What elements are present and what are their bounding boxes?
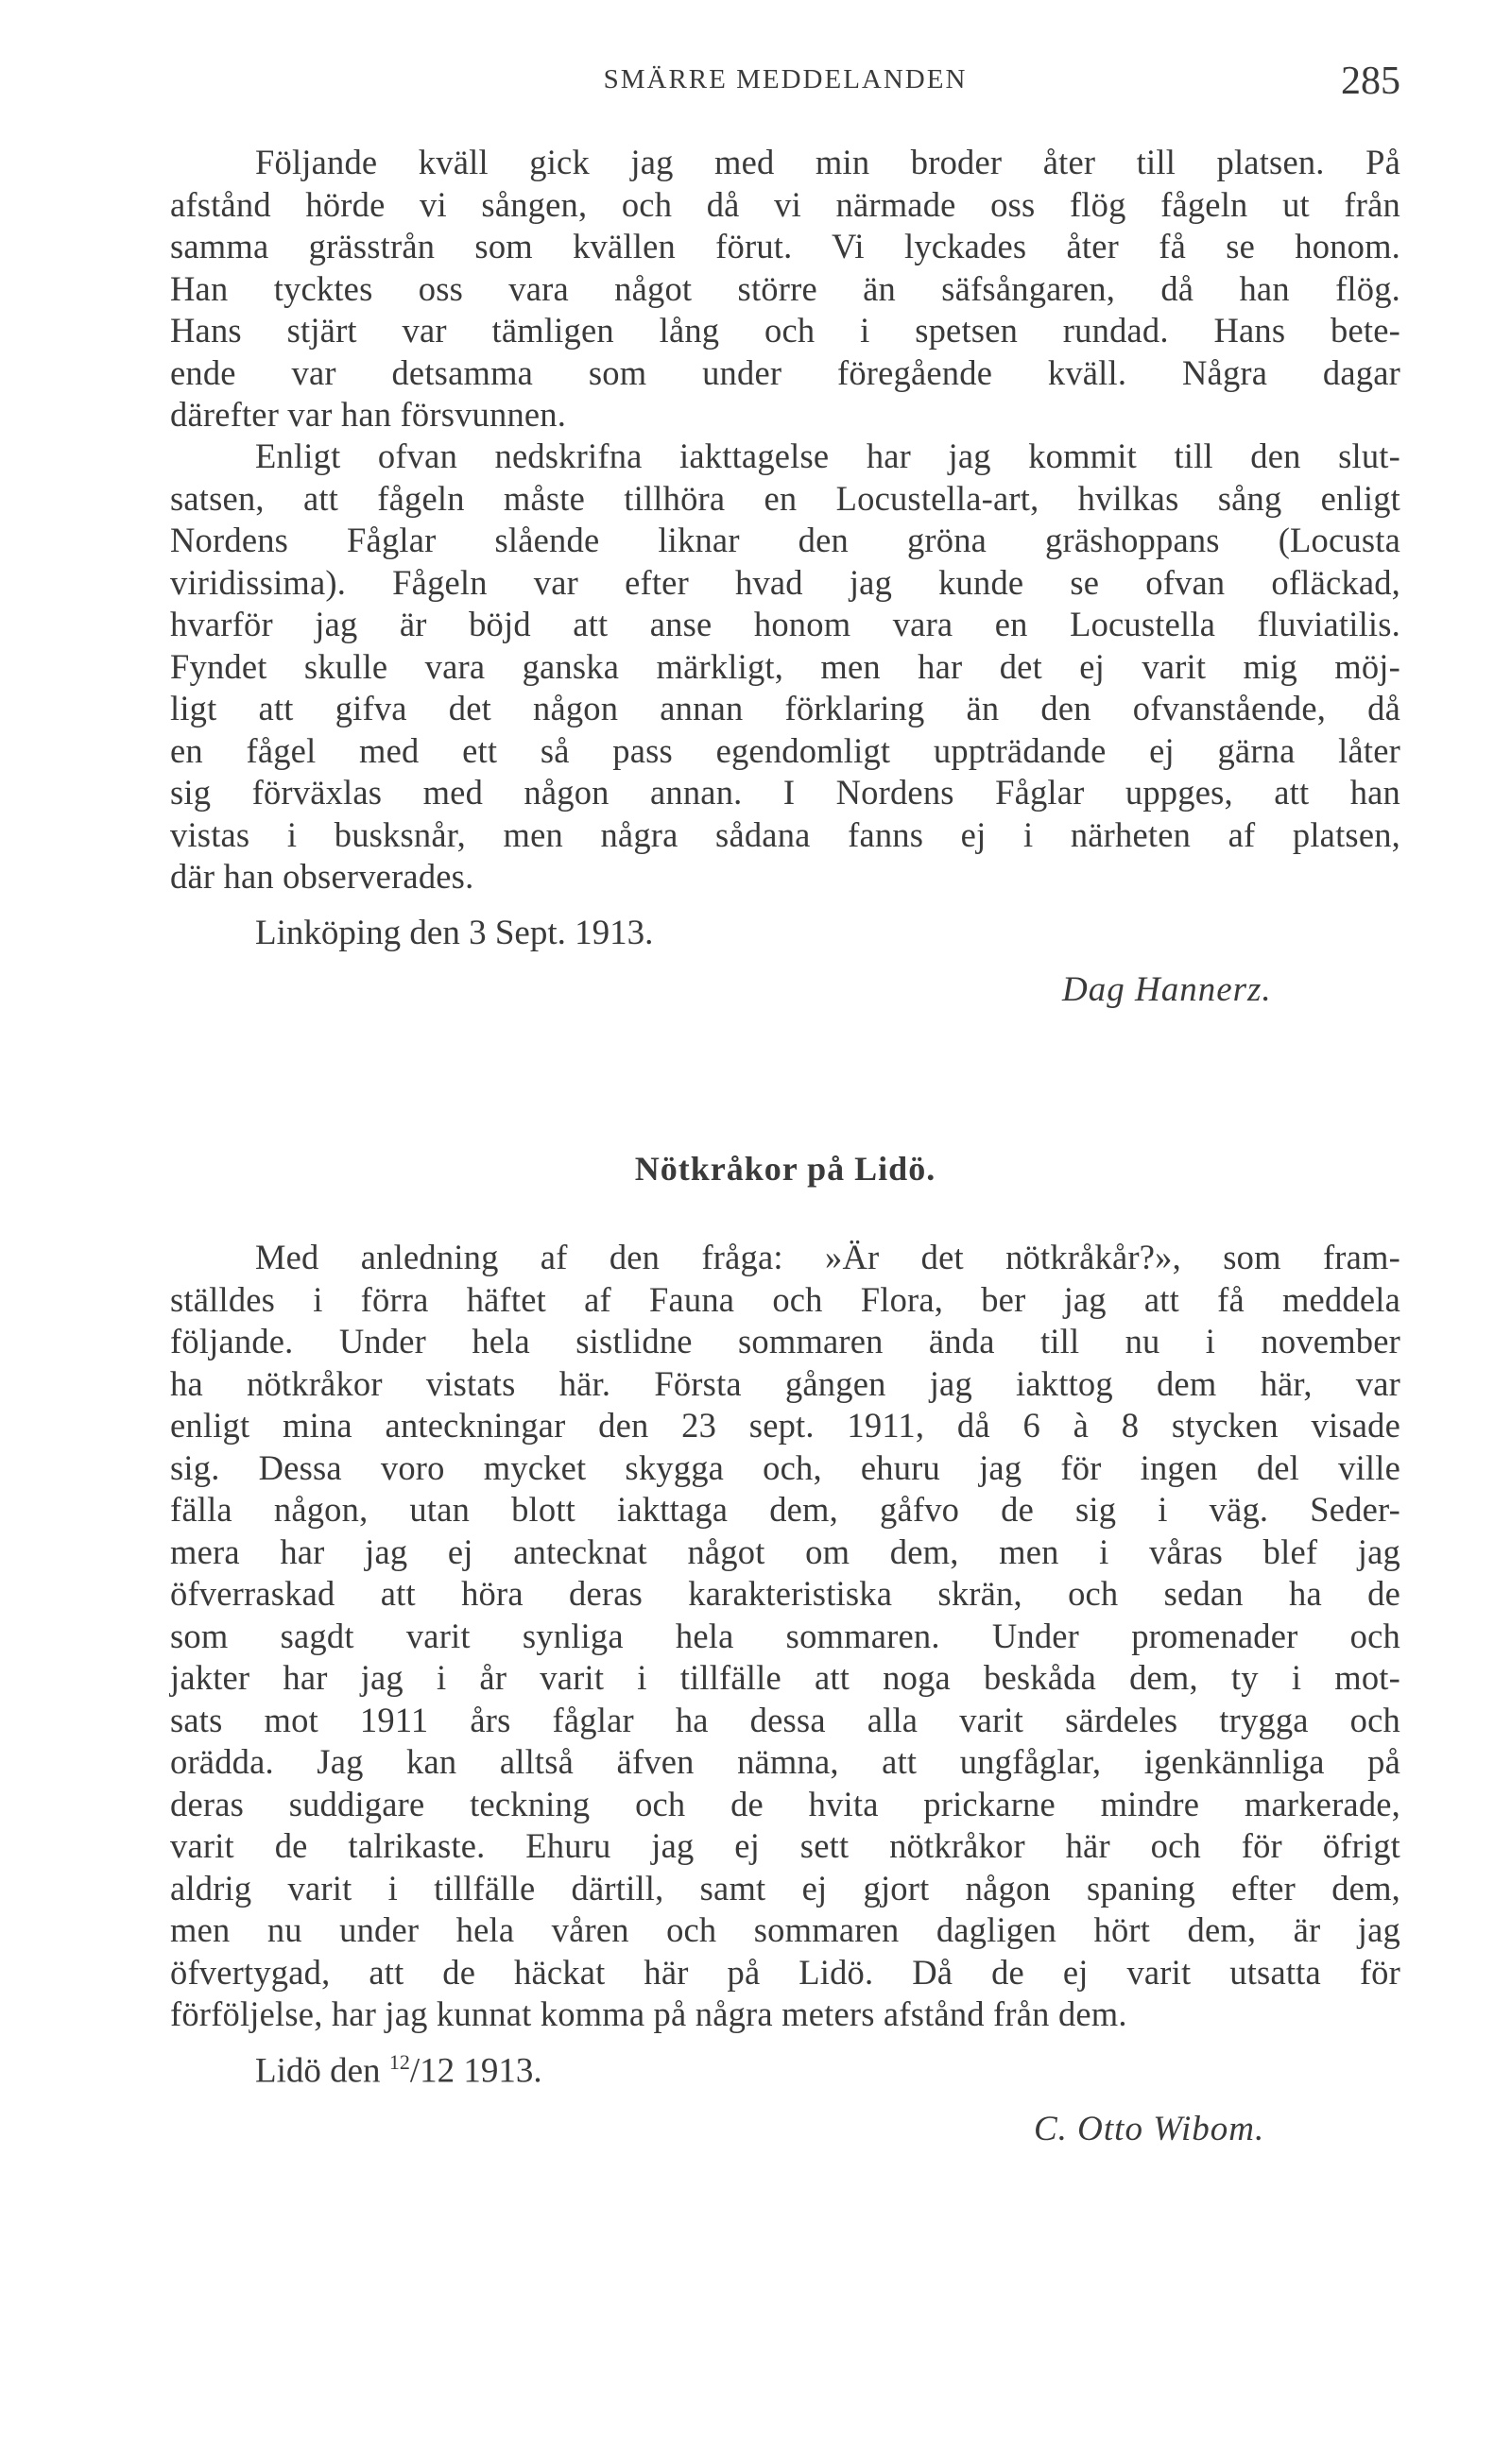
text-line: hvarför jag är böjd att anse honom vara en Locustella fluviatilis. — [170, 605, 1400, 643]
page-number: 285 — [1341, 60, 1400, 103]
text-line: ställdes i förra häftet af Fauna och Flora, ber jag att få meddela — [170, 1279, 1400, 1319]
text-line: ha nötkråkor vistats här. Första gången jag iakttog dem här, var — [170, 1363, 1400, 1403]
text-line: sats mot 1911 års fåglar ha dessa alla varit särdeles trygga och — [170, 1700, 1400, 1739]
text-line: följande. Under hela sistlidne sommaren ända till nu i november — [170, 1322, 1400, 1360]
article1-paragraph1 — [170, 142, 1400, 436]
text-line: öfverraskad att höra deras karakteristiska skrän, och sedan ha de — [170, 1574, 1400, 1613]
text-line: aldrig varit i tillfälle därtill, samt ej gjort någon spaning efter dem, — [170, 1868, 1400, 1908]
text-line: jakter har jag i år varit i tillfälle att noga beskåda dem, ty i mot- — [170, 1658, 1400, 1697]
text-line: deras suddigare teckning och de hvita prickarne mindre markerade, — [170, 1784, 1400, 1823]
text-line: ligt att gifva det någon annan förklaring än den ofvanstående, då — [170, 689, 1400, 727]
text-line: ende var detsamma som under föregående kväll. Några dagar — [170, 352, 1400, 392]
text-line: Fyndet skulle vara ganska märkligt, men har det ej varit mig möj- — [170, 646, 1400, 686]
place-date: Linköping den 3 Sept. 1913. — [255, 914, 654, 952]
text-line: samma grässtrån som kvällen förut. Vi lyckades åter få se honom. — [170, 227, 1400, 265]
article1-paragraph2 — [170, 436, 1400, 898]
running-head — [170, 59, 1400, 115]
text-line: en fågel med ett så pass egendomligt uppträdande ej gärna låter — [170, 730, 1400, 770]
text-line: förföljelse, har jag kunnat komma på några meters afstånd från dem. — [170, 1994, 1127, 2033]
text-line: men nu under hela våren och sommaren dagligen hört dem, är jag — [170, 1910, 1400, 1949]
text-line: viridissima). Fågeln var efter hvad jag kunde se ofvan ofläckad, — [170, 562, 1400, 602]
text-line: satsen, att fågeln måste tillhöra en Locustella-art, hvilkas sång enligt — [170, 478, 1400, 518]
text-line: som sagdt varit synliga hela sommaren. Under promenader och — [170, 1616, 1400, 1655]
text-line: afstånd hörde vi sången, och då vi närmade oss flög fågeln ut från — [170, 184, 1400, 224]
text-line: Följande kväll gick jag med min broder åter till platsen. På — [255, 143, 1400, 181]
place-prefix: Lidö den — [255, 2051, 389, 2091]
article2-paragraph — [170, 1237, 1400, 2036]
author-signature: Dag Hannerz. — [1062, 970, 1272, 1009]
text-line: Nordens Fåglar slående liknar den gröna gräshoppans (Locusta — [170, 521, 1400, 559]
text-line: där han observerades. — [170, 857, 474, 896]
date-rest: /12 1913. — [409, 2051, 542, 2091]
text-line: varit de talrikaste. Ehuru jag ej sett nötkråkor här och för öfrigt — [170, 1826, 1400, 1865]
article-heading: Nötkråkor på Lidö. — [634, 1150, 936, 1188]
date-superscript: 12 — [388, 2050, 410, 2074]
text-line: Hans stjärt var tämligen lång och i spetsen rundad. Hans bete- — [170, 311, 1400, 350]
text-line: enligt mina anteckningar den 23 sept. 1911, då 6 à 8 stycken visade — [170, 1406, 1400, 1445]
text-line: sig. Dessa voro mycket skygga och, ehuru jag för ingen del ville — [170, 1447, 1400, 1487]
place-date-2 — [255, 2050, 542, 2091]
text-line: därefter var han försvunnen. — [170, 395, 567, 434]
running-head-title: SMÄRRE MEDDELANDEN — [603, 64, 968, 94]
text-line: vistas i busksnår, men några sådana fanns ej i närheten af platsen, — [170, 814, 1400, 854]
text-line: Enligt ofvan nedskrifna iakttagelse har jag kommit till den slut- — [255, 436, 1400, 475]
text-line: mera har jag ej antecknat något om dem, men i våras blef jag — [170, 1531, 1400, 1571]
text-line: sig förväxlas med någon annan. I Nordens Fåglar uppges, att han — [170, 773, 1400, 812]
text-line: fälla någon, utan blott iakttaga dem, gåfvo de sig i väg. Seder- — [170, 1490, 1400, 1529]
text-line: Med anledning af den fråga: »Är det nötkråkår?», som fram- — [255, 1238, 1400, 1276]
text-line: öfvertygad, att de häckat här på Lidö. Då de ej varit utsatta för — [170, 1952, 1400, 1992]
text-line: Han tycktes oss vara något större än säfsångaren, då han flög. — [170, 268, 1400, 308]
text-line: orädda. Jag kan alltså äfven nämna, att ungfåglar, igenkännliga på — [170, 1742, 1400, 1781]
author-signature-2: C. Otto Wibom. — [1034, 2110, 1265, 2148]
